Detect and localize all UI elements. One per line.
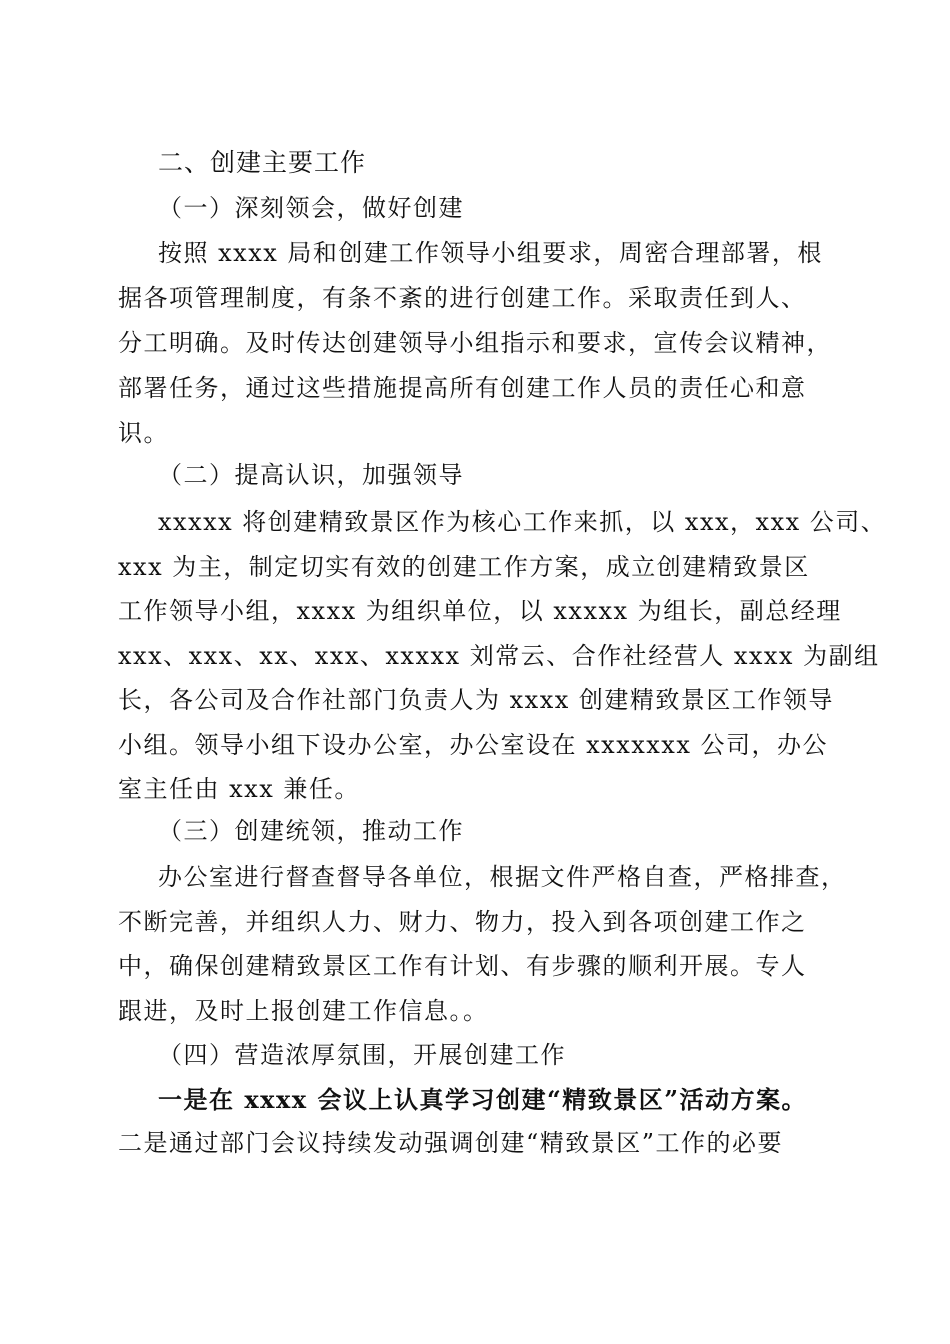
paragraph-line: xxx、xxx、xx、xxx、xxxxx 刘常云、合作社经营人 xxxx 为副组 bbox=[118, 642, 880, 670]
subsection-title-3: （三）创建统领，推动工作 bbox=[158, 817, 464, 845]
subsection-title-4: （四）营造浓厚氛围，开展创建工作 bbox=[158, 1041, 566, 1069]
paragraph-line: xxx 为主，制定切实有效的创建工作方案，成立创建精致景区 bbox=[118, 553, 810, 581]
subsection-title-1: （一）深刻领会，做好创建 bbox=[158, 194, 464, 222]
paragraph-line: 办公室进行督查督导各单位，根据文件严格自查，严格排查， bbox=[158, 863, 847, 891]
section-heading: 二、创建主要工作 bbox=[158, 148, 367, 177]
paragraph-line: 一是在 xxxx 会议上认真学习创建“精致景区”活动方案。 bbox=[158, 1085, 808, 1114]
paragraph-line: 不断完善，并组织人力、财力、物力，投入到各项创建工作之 bbox=[118, 908, 807, 936]
paragraph-line: 长，各公司及合作社部门负责人为 xxxx 创建精致景区工作领导 bbox=[118, 686, 834, 714]
paragraph-line: 据各项管理制度，有条不紊的进行创建工作。采取责任到人、 bbox=[118, 284, 807, 312]
paragraph-line: 小组。领导小组下设办公室，办公室设在 xxxxxxx 公司，办公 bbox=[118, 731, 829, 759]
paragraph-line: 中，确保创建精致景区工作有计划、有步骤的顺利开展。专人 bbox=[118, 952, 807, 980]
paragraph-line: 跟进，及时上报创建工作信息。。 bbox=[118, 997, 489, 1025]
subsection-title-2: （二）提高认识，加强领导 bbox=[158, 461, 464, 489]
paragraph-line: 室主任由 xxx 兼任。 bbox=[118, 775, 360, 803]
paragraph-line: 按照 xxxx 局和创建工作领导小组要求，周密合理部署，根 bbox=[158, 239, 823, 267]
paragraph-line: 工作领导小组，xxxx 为组织单位，以 xxxxx 为组长，副总经理 bbox=[118, 597, 842, 625]
paragraph-line: 二是通过部门会议持续发动强调创建“精致景区”工作的必要 bbox=[118, 1129, 784, 1157]
paragraph-line: 部署任务，通过这些措施提高所有创建工作人员的责任心和意 bbox=[118, 374, 807, 402]
paragraph-line: xxxxx 将创建精致景区作为核心工作来抓，以 xxx，xxx 公司、 bbox=[158, 508, 887, 536]
paragraph-line: 识。 bbox=[118, 419, 169, 447]
paragraph-line: 分工明确。及时传达创建领导小组指示和要求，宣传会议精神， bbox=[118, 329, 832, 357]
